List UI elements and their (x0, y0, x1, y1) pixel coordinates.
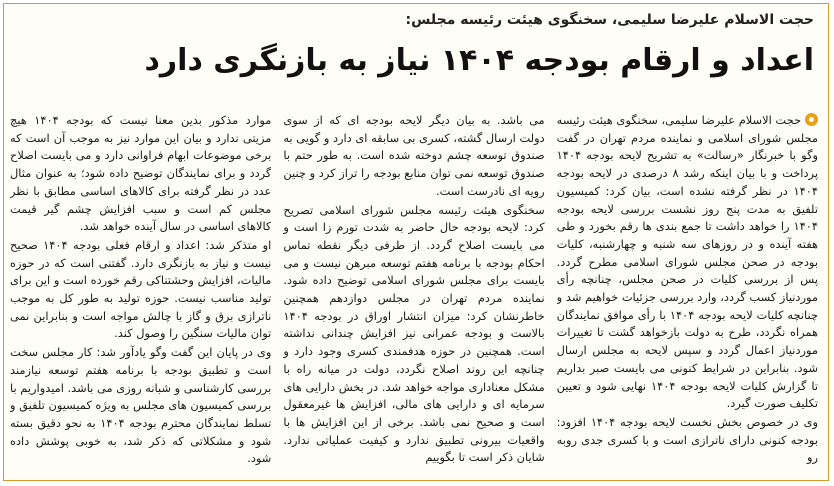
paragraph: او متذکر شد: اعداد و ارقام فعلی بودجه ۱۴۰۴ صحیح نیست و نیاز به بازنگری دارد. گفتنی است که در حوزه مالیات، افزایش وحشتناکی رقم خورده است و این برای تولید مناسب نیست. حوزه تولید به طور کل به موجب ناترازی برق و گاز با چالش مواجه است و بنابراین نمی توان مالیات سنگین را وصول کند. (10, 237, 272, 341)
paragraph: می باشد. به بیان دیگر لایحه بودجه ای که از سوی دولت ارسال گشته، کسری بی سابقه ای دارد و گویی به صندوق توسعه چشم دوخته شده است. به طور حتم با صندوق توسعه نمی توان منابع بودجه را تراز کرد و چنین رویه ای نادرست است. (283, 113, 545, 198)
paragraph: حجت الاسلام علیرضا سلیمی، سخنگوی هیئت رئیسه مجلس شورای اسلامی و نماینده مردم تهران در گفت وگو با خبرنگار «رسالت» به تشریح لایحه بودجه ۱۴۰۴ پرداخت و با بیان اینکه رشد ۸ درصدی در لایحه بودجه ۱۴۰۴ در نظر گرفته نشده است، بیان کرد: کمیسیون تلفیق به مدت پنج روز نشست بررسی لایحه بودجه ۱۴۰۴ را خواهد داشت تا جمع بندی ها رقم بخورد و طی هفته آینده و در روزهای سه شنبه و چهارشنبه، کلیات بودجه در صحن مجلس شورای اسلامی مطرح گردد. پس از بررسی کلیات در صحن مجلس، چنانچه رأی موردنیاز کسب گردد، وارد بررسی جزئیات خواهیم شد و چنانچه کلیات لایحه بودجه ۱۴۰۴ با رأی موافق نمایندگان همراه نگردد، طرح به دولت بازخواهد گشت تا تغییرات موردنیاز اعمال گردد و سپس لایحه به مجلس ارسال شود. بنابراین در شرایط کنونی می بایست صبر بداریم تا گزارش کلیات لایحه بودجه ۱۴۰۴ نهایی شود و تعیین تکلیف صورت گیرد. (556, 113, 818, 411)
kicker: حجت الاسلام علیرضا سلیمی، سخنگوی هیئت رئیسه مجلس: (405, 12, 814, 28)
paragraph: سخنگوی هیئت رئیسه مجلس شورای اسلامی تصریح کرد: لایحه بودجه حال حاضر به شدت تورم زا است و می بایست اصلاح گردد. از طرفی دیگر نقطه تماس احکام بودجه با برنامه هفتم توسعه مبرهن نیست و می بایست برای مجلس شورای اسلامی توضیح داده شود. نماینده مردم تهران در مجلس دوازدهم همچنین خاطرنشان کرد: میزان انتشار اوراق در بودجه ۱۴۰۴ بالاست و بودجه عمرانی نیز افزایش چندانی نداشته است. همچنین در حوزه هدفمندی کسری وجود دارد و چنانچه این روند اصلاح نگردد، دولت در میانه راه با مشکل معناداری مواجه خواهد شد. در بخش دارایی های سرمایه ای و دارایی های مالی، افزایش ها غیرمعقول است و صحیح نمی باشد. برخی از این افزایش ها با واقعیات بیرونی تطبیق ندارد و کیفیت عملیاتی ندارد. شایان ذکر است تا بگوییم (283, 202, 545, 465)
bullet-icon (805, 113, 818, 126)
paragraph: وی در پایان این گفت وگو یادآور شد: کار مجلس سخت است و تطبیق بودجه با برنامه هفتم توسعه نیازمند بررسی کارشناسی و شبانه روزی می باشد. امیدواریم با بررسی کمیسیون های مجلس به ویژه کمیسیون تلفیق و تسلط نمایندگان محترم بودجه ۱۴۰۴ به نحو دقیق بسته شود و مشکلاتی که ذکر شد، به خوبی پوشش داده شود. (10, 345, 272, 466)
paragraph: موارد مذکور بدین معنا نیست که بودجه ۱۴۰۴ هیچ مزیتی ندارد و بیان این موارد نیز به موجب آن است که برخی موضوعات ابهام فراوانی دارد و می بایست اصلاح گردد و برای نمایندگان توضیح داده شود؛ به عنوان مثال عدد در نظر گرفته برای کالاهای اساسی مطابق با نظر مجلس کم است و سبب افزایش چشم گیر قیمت کالاهای اساسی در سال آینده خواهد شد. (10, 113, 272, 234)
paragraph: وی در خصوص بخش نخست لایحه بودجه ۱۴۰۴ افزود: بودجه کنونی دارای ناترازی است و با کسری جدی روبه رو (556, 414, 818, 465)
column-2 (283, 112, 544, 474)
column-1 (557, 112, 818, 474)
headline: اعداد و ارقام بودجه ۱۴۰۴ نیاز به بازنگری دارد (144, 43, 814, 78)
article-body (10, 112, 818, 474)
column-3 (10, 112, 271, 474)
